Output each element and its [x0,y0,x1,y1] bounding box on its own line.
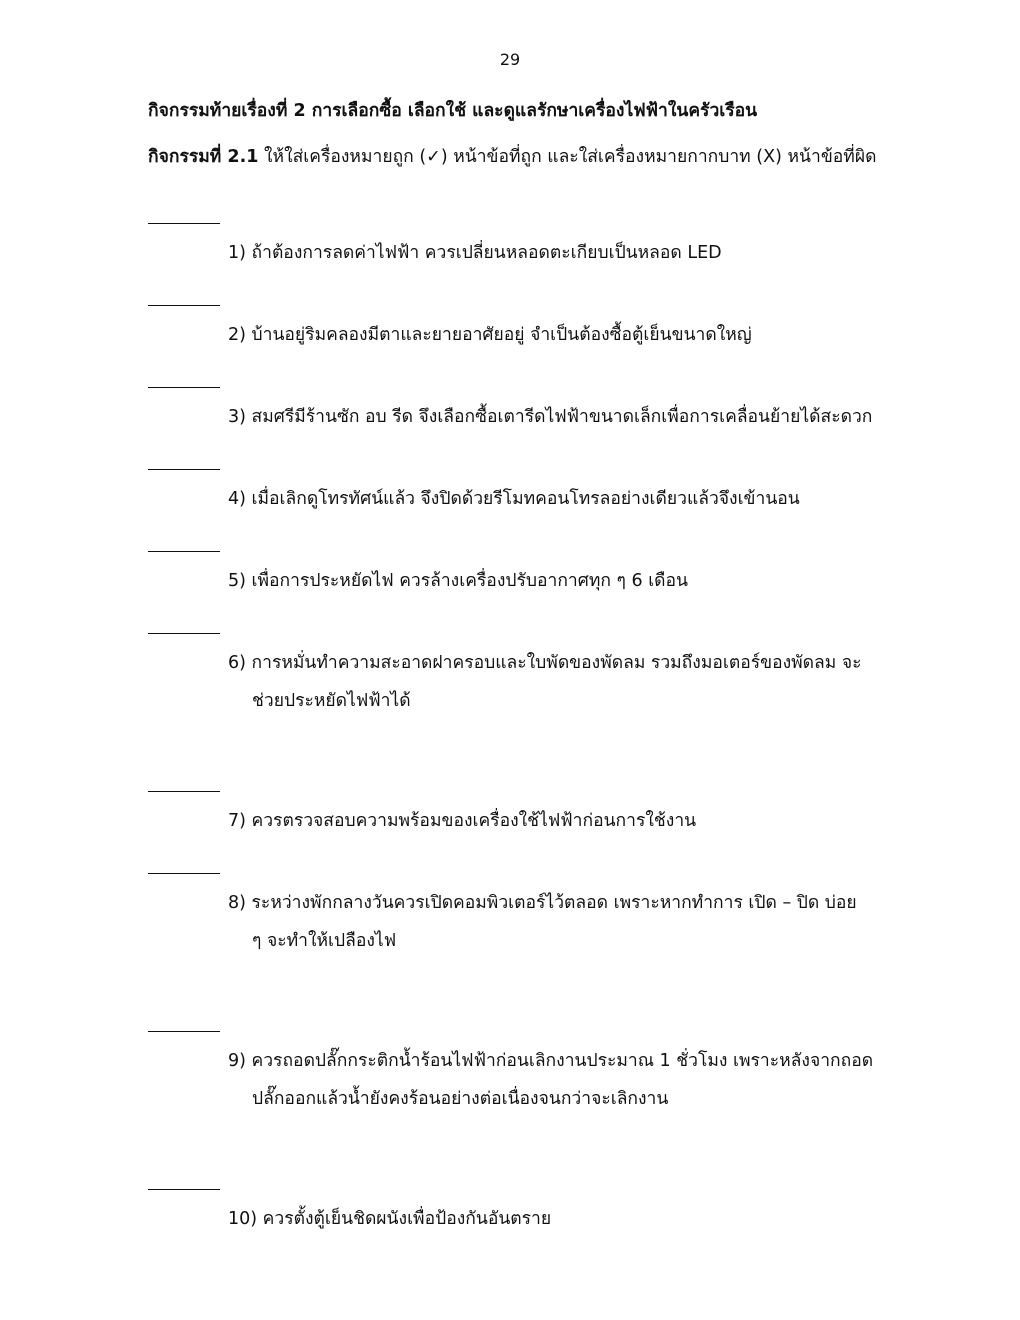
item-line: 7) ควรตรวจสอบความพร้อมของเครื่องใช้ไฟฟ้าก่อนการใช้งาน [228,811,697,831]
item-text [228,606,888,758]
item-line-continued: ๆ จะทำให้เปลืองไฟ [252,931,397,951]
item-line: 9) ควรถอดปลั๊กกระติกน้ำร้อนไฟฟ้าก่อนเลิกงานประมาณ 1 ชั่วโมง เพราะหลังจากถอด [228,1051,874,1071]
true-false-list [148,196,888,1244]
item-text [228,278,888,354]
item-line: 1) ถ้าต้องการลดค่าไฟฟ้า ควรเปลี่ยนหลอดตะเกียบเป็นหลอด LED [228,243,722,263]
item-text [228,1162,888,1238]
list-item [148,196,888,272]
item-text [228,846,888,998]
answer-blank[interactable] [148,442,220,470]
list-item [148,846,888,998]
list-item [148,442,888,518]
item-line: 2) บ้านอยู่ริมคลองมีตาและยายอาศัยอยู่ จำเป็นต้องซื้อตู้เย็นขนาดใหญ่ [228,325,752,345]
item-text [228,764,888,840]
answer-blank[interactable] [148,1162,220,1190]
item-text [228,1004,888,1156]
page-number: 29 [499,50,521,69]
item-line-continued: ปลั๊กออกแล้วน้ำยังคงร้อนอย่างต่อเนื่องจนกว่าจะเลิกงาน [252,1089,669,1109]
item-line: 5) เพื่อการประหยัดไฟ ควรล้างเครื่องปรับอากาศทุก ๆ 6 เดือน [228,571,689,591]
answer-blank[interactable] [148,1004,220,1032]
item-text [228,360,888,436]
list-item [148,1004,888,1156]
answer-blank[interactable] [148,524,220,552]
list-item [148,764,888,840]
answer-blank[interactable] [148,278,220,306]
item-text [228,442,888,518]
list-item [148,524,888,600]
item-line: 8) ระหว่างพักกลางวันควรเปิดคอมพิวเตอร์ไว้ตลอด เพราะหากทำการ เปิด – ปิด บ่อย [228,893,857,913]
answer-blank[interactable] [148,360,220,388]
item-line: 3) สมศรีมีร้านซัก อบ รีด จึงเลือกซื้อเตารีดไฟฟ้าขนาดเล็กเพื่อการเคลื่อนย้ายได้สะดวก [228,407,873,427]
item-line: 4) เมื่อเลิกดูโทรทัศน์แล้ว จึงปิดด้วยรีโมทคอนโทรลอย่างเดียวแล้วจึงเข้านอน [228,489,800,509]
activity-heading: กิจกรรมท้ายเรื่องที่ 2 การเลือกซื้อ เลือกใช้ และดูแลรักษาเครื่องไฟฟ้าในครัวเรือน [148,101,758,121]
item-line: 10) ควรตั้งตู้เย็นชิดผนังเพื่อป้องกันอันตราย [228,1209,552,1229]
instruction-text: ให้ใส่เครื่องหมายถูก (✓) หน้าข้อที่ถูก และใส่เครื่องหมายกากบาท (X) หน้าข้อที่ผิด [258,147,877,167]
item-line: 6) การหมั่นทำความสะอาดฝาครอบและใบพัดของพัดลม รวมถึงมอเตอร์ของพัดลม จะ [228,653,862,673]
list-item [148,1162,888,1238]
instruction-label: กิจกรรมที่ 2.1 [148,147,259,167]
answer-blank[interactable] [148,196,220,224]
item-line-continued: ช่วยประหยัดไฟฟ้าได้ [252,691,411,711]
list-item [148,606,888,758]
list-item [148,278,888,354]
answer-blank[interactable] [148,846,220,874]
answer-blank[interactable] [148,606,220,634]
answer-blank[interactable] [148,764,220,792]
list-item [148,360,888,436]
item-text [228,196,888,272]
item-text [228,524,888,600]
activity-instruction [148,142,876,170]
